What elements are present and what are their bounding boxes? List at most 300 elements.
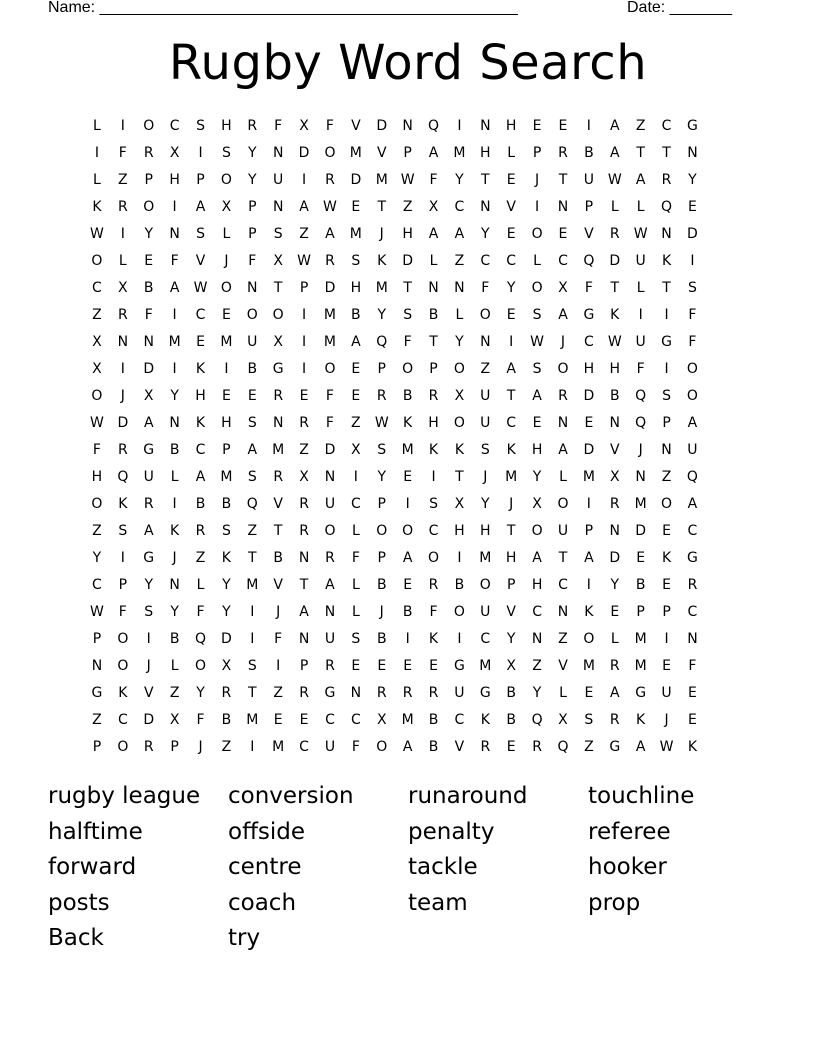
word-list-item: tackle [408,854,478,881]
grid-letter: B [506,685,516,701]
grid-letter: A [325,577,335,593]
grid-letter: I [172,307,177,323]
word-list-item: centre [228,854,302,881]
grid-letter: R [117,199,128,215]
grid-letter: X [609,469,620,485]
grid-letter: A [506,361,516,377]
grid-letter: I [172,199,177,215]
grid-letter: I [302,307,307,323]
grid-letter: Y [170,388,179,404]
grid-letter: Y [92,550,102,566]
grid-letter: I [690,253,695,269]
grid-letter: H [505,550,517,566]
grid-letter: K [428,442,439,458]
grid-letter: G [143,550,155,566]
grid-letter: C [195,307,206,323]
grid-letter: S [377,442,387,458]
grid-letter: S [273,226,283,242]
grid-letter: I [172,361,177,377]
grid-letter: O [324,361,336,377]
grid-letter: E [662,577,671,593]
grid-letter: A [195,199,206,215]
grid-letter: R [428,388,439,404]
grid-row [84,167,732,194]
grid-letter: K [195,415,206,431]
grid-letter: D [376,118,388,134]
grid-letter: F [274,118,283,134]
grid-letter: R [299,523,309,539]
grid-row [84,491,732,518]
grid-letter: S [118,523,128,539]
grid-letter: D [298,145,310,161]
grid-letter: B [221,712,232,728]
grid-letter: Y [377,469,387,485]
grid-letter: Z [273,685,283,701]
grid-letter: N [298,550,310,566]
grid-letter: E [558,226,568,242]
grid-letter: W [607,334,622,350]
word-list-item: penalty [408,818,495,845]
grid-row [84,113,732,140]
grid-letter: S [403,307,413,323]
grid-letter: Z [195,550,206,566]
grid-letter: O [531,523,543,539]
grid-letter: U [480,415,491,431]
grid-letter: C [558,253,568,269]
grid-letter: S [532,361,542,377]
word-list [48,779,768,957]
grid-letter: O [91,388,103,404]
grid-letter: A [402,739,413,755]
grid-letter: F [429,172,438,188]
grid-letter: B [351,307,361,323]
grid-letter: H [195,388,206,404]
grid-row [84,464,732,491]
grid-letter: B [195,496,206,512]
grid-letter: H [480,523,491,539]
grid-letter: M [220,469,233,485]
grid-letter: J [483,469,488,485]
grid-letter: D [635,523,647,539]
grid-letter: T [429,334,438,350]
grid-letter: G [324,685,336,701]
grid-letter: M [272,442,285,458]
grid-letter: O [376,523,388,539]
grid-letter: B [635,577,646,593]
grid-letter: W [607,172,622,188]
grid-letter: V [506,604,516,620]
grid-letter: M [220,334,233,350]
grid-letter: E [351,658,361,674]
grid-letter: N [635,469,646,485]
name-field-label: Name: _______________________________________________ [48,0,518,16]
grid-letter: B [609,388,620,404]
grid-letter: S [144,604,154,620]
grid-letter: Q [661,199,673,215]
grid-letter: Z [299,442,309,458]
grid-letter: L [507,145,516,161]
grid-letter: N [609,523,620,539]
grid-letter: M [453,145,466,161]
grid-letter: L [610,631,619,647]
grid-letter: T [273,280,283,296]
word-list-item: prop [588,889,641,916]
grid-letter: J [146,658,151,674]
grid-letter: L [351,523,360,539]
grid-letter: S [247,658,257,674]
header-line [48,0,748,18]
grid-letter: X [273,334,283,350]
grid-letter: W [90,604,104,620]
grid-letter: N [324,469,336,485]
grid-letter: K [661,253,672,269]
grid-letter: E [273,712,283,728]
grid-letter: N [143,334,154,350]
grid-letter: Y [248,145,257,161]
grid-letter: Z [221,739,232,755]
grid-letter: Q [376,334,388,350]
grid-letter: I [120,361,125,377]
grid-letter: O [531,280,543,296]
grid-letter: E [532,118,542,134]
grid-letter: X [376,712,387,728]
grid-letter: A [558,442,568,458]
letter-grid [84,113,732,761]
word-list-item: Back [48,925,104,952]
grid-letter: F [118,145,127,161]
grid-letter: Y [455,172,464,188]
grid-letter: U [635,253,646,269]
date-field-label: Date: _______ [627,0,732,16]
grid-letter: A [143,415,154,431]
grid-letter: A [635,172,646,188]
grid-letter: E [351,199,361,215]
word-list-item: coach [228,889,297,916]
grid-letter: J [560,334,566,350]
grid-letter: D [583,388,595,404]
word-list-item: conversion [228,783,354,809]
grid-letter: C [117,712,128,728]
grid-letter: B [428,739,439,755]
grid-letter: P [144,172,153,188]
grid-letter: M [505,469,518,485]
grid-letter: W [633,226,648,242]
grid-letter: A [609,685,620,701]
grid-letter: M [375,172,388,188]
grid-letter: W [323,199,337,215]
word-list-item: touchline [588,783,695,809]
grid-letter: L [170,469,179,485]
grid-letter: N [557,415,569,431]
grid-letter: E [351,361,361,377]
grid-letter: E [636,550,646,566]
grid-letter: K [403,415,413,431]
grid-letter: P [222,442,231,458]
grid-letter: U [480,604,491,620]
grid-letter: Y [196,685,205,701]
grid-letter: D [143,712,155,728]
grid-letter: R [687,577,698,593]
grid-letter: F [688,307,697,323]
grid-letter: O [220,172,232,188]
grid-letter: F [584,280,593,296]
grid-letter: I [431,469,436,485]
grid-letter: S [351,631,361,647]
grid-letter: A [558,307,568,323]
grid-letter: X [532,496,542,512]
grid-letter: Z [247,523,258,539]
grid-row [84,329,732,356]
grid-letter: I [586,496,591,512]
grid-letter: J [535,172,540,188]
grid-letter: N [350,685,362,701]
grid-letter: T [506,523,516,539]
grid-letter: L [196,577,205,593]
grid-letter: P [429,361,438,377]
grid-letter: M [479,550,492,566]
grid-letter: X [506,658,516,674]
grid-letter: X [118,280,128,296]
grid-letter: U [247,334,258,350]
grid-letter: T [455,469,464,485]
grid-letter: H [583,361,595,377]
grid-letter: G [635,685,647,701]
grid-letter: H [91,469,103,485]
grid-letter: Y [248,172,257,188]
grid-letter: N [428,280,439,296]
grid-letter: A [428,145,439,161]
grid-letter: E [688,712,697,728]
grid-letter: D [402,253,414,269]
grid-row [84,221,732,248]
grid-letter: K [170,523,180,539]
grid-letter: K [584,604,594,620]
grid-letter: X [92,334,102,350]
grid-letter: D [143,361,155,377]
grid-letter: F [481,280,490,296]
grid-letter: F [351,550,360,566]
grid-row [84,680,732,707]
grid-letter: L [610,199,619,215]
grid-letter: S [351,253,361,269]
grid-letter: O [143,118,155,134]
grid-letter: G [661,334,672,350]
grid-letter: H [428,415,439,431]
grid-letter: B [169,631,180,647]
grid-letter: M [479,658,492,674]
grid-letter: I [664,307,669,323]
grid-letter: R [376,388,387,404]
word-list-item: runaround [408,783,528,809]
grid-letter: W [90,226,104,242]
grid-letter: Z [480,361,491,377]
grid-letter: C [169,118,180,134]
grid-letter: M [634,631,647,647]
grid-letter: L [170,658,179,674]
grid-letter: E [532,415,542,431]
grid-letter: C [506,253,517,269]
grid-letter: O [194,658,207,674]
grid-letter: J [198,739,203,755]
grid-letter: Y [170,604,179,620]
grid-letter: Y [532,685,542,701]
grid-letter: L [533,253,541,269]
grid-letter: Q [686,469,698,485]
grid-letter: Y [506,631,516,647]
grid-letter: E [196,334,205,350]
grid-letter: J [379,226,384,242]
grid-letter: B [506,712,516,728]
grid-letter: T [403,280,412,296]
grid-letter: M [272,739,285,755]
grid-letter: E [662,658,671,674]
grid-letter: R [609,226,620,242]
grid-letter: H [531,442,543,458]
grid-letter: K [506,442,516,458]
grid-letter: P [662,415,671,431]
grid-letter: I [250,739,255,755]
grid-letter: S [480,442,490,458]
grid-letter: P [506,577,516,593]
grid-letter: N [272,199,284,215]
grid-letter: E [688,199,697,215]
grid-letter: A [143,523,154,539]
grid-letter: I [120,550,125,566]
grid-row [84,275,732,302]
grid-letter: D [609,550,621,566]
grid-letter: H [221,415,232,431]
grid-letter: V [454,739,465,755]
grid-letter: R [428,685,439,701]
grid-letter: R [143,145,154,161]
grid-letter: N [454,280,465,296]
grid-letter: F [274,631,283,647]
word-list-item: forward [48,854,137,881]
grid-letter: A [195,469,206,485]
grid-letter: J [276,604,281,620]
grid-letter: P [299,658,309,674]
grid-letter: L [351,577,360,593]
grid-letter: R [661,172,672,188]
grid-letter: N [169,415,180,431]
grid-letter: R [532,739,542,755]
grid-letter: Z [92,307,102,323]
grid-letter: B [143,280,154,296]
grid-letter: H [609,361,621,377]
grid-letter: P [248,199,257,215]
grid-letter: F [196,712,205,728]
grid-letter: I [638,307,643,323]
grid-letter: S [247,415,257,431]
grid-letter: Y [481,226,490,242]
grid-letter: J [172,550,177,566]
grid-letter: B [273,550,283,566]
grid-letter: X [454,496,465,512]
grid-letter: Z [454,253,465,269]
grid-letter: O [246,307,258,323]
grid-letter: Z [558,631,568,647]
grid-letter: R [480,739,491,755]
grid-letter: B [454,577,465,593]
grid-letter: Y [481,496,490,512]
grid-letter: K [118,685,128,701]
grid-letter: E [584,685,594,701]
grid-letter: R [325,253,335,269]
grid-letter: X [169,712,180,728]
grid-letter: X [221,199,232,215]
grid-letter: R [117,307,128,323]
grid-letter: Q [117,469,129,485]
grid-letter: O [453,361,465,377]
grid-letter: Q [557,739,569,755]
grid-letter: X [558,280,568,296]
grid-letter: A [609,145,620,161]
grid-letter: A [687,496,698,512]
grid-letter: N [117,334,129,350]
grid-letter: C [92,280,102,296]
grid-letter: T [558,172,568,188]
grid-letter: P [377,361,386,377]
grid-letter: I [224,361,229,377]
grid-letter: D [687,226,698,242]
grid-letter: E [688,685,697,701]
grid-letter: C [454,199,465,215]
grid-letter: R [428,577,439,593]
grid-letter: I [198,145,203,161]
grid-letter: T [662,145,671,161]
grid-letter: P [636,604,645,620]
grid-letter: M [582,469,595,485]
grid-letter: Z [635,118,646,134]
grid-letter: U [583,172,594,188]
grid-letter: A [325,226,335,242]
grid-letter: E [351,388,361,404]
grid-letter: P [248,226,257,242]
grid-letter: P [532,145,542,161]
word-list-item: team [408,889,468,916]
grid-letter: I [457,118,462,134]
grid-letter: K [687,739,698,755]
grid-letter: N [272,415,284,431]
grid-letter: D [350,172,362,188]
grid-letter: A [532,388,542,404]
grid-letter: S [584,712,594,728]
grid-letter: R [558,145,568,161]
grid-letter: E [221,388,231,404]
grid-letter: K [661,550,672,566]
grid-letter: W [297,253,311,269]
grid-letter: O [531,226,543,242]
grid-letter: F [429,604,438,620]
grid-letter: N [324,604,336,620]
word-list-item: hooker [588,854,667,881]
grid-letter: A [247,442,258,458]
grid-letter: S [662,388,671,404]
grid-letter: P [92,739,102,755]
grid-letter: E [506,172,516,188]
grid-letter: W [193,280,208,296]
grid-letter: X [454,388,465,404]
grid-letter: Q [531,712,543,728]
grid-letter: C [661,118,672,134]
grid-letter: A [428,226,439,242]
grid-letter: N [531,631,543,647]
grid-letter: R [273,469,284,485]
grid-letter: N [557,604,569,620]
grid-letter: O [479,577,491,593]
grid-letter: C [687,604,698,620]
grid-letter: S [247,469,257,485]
